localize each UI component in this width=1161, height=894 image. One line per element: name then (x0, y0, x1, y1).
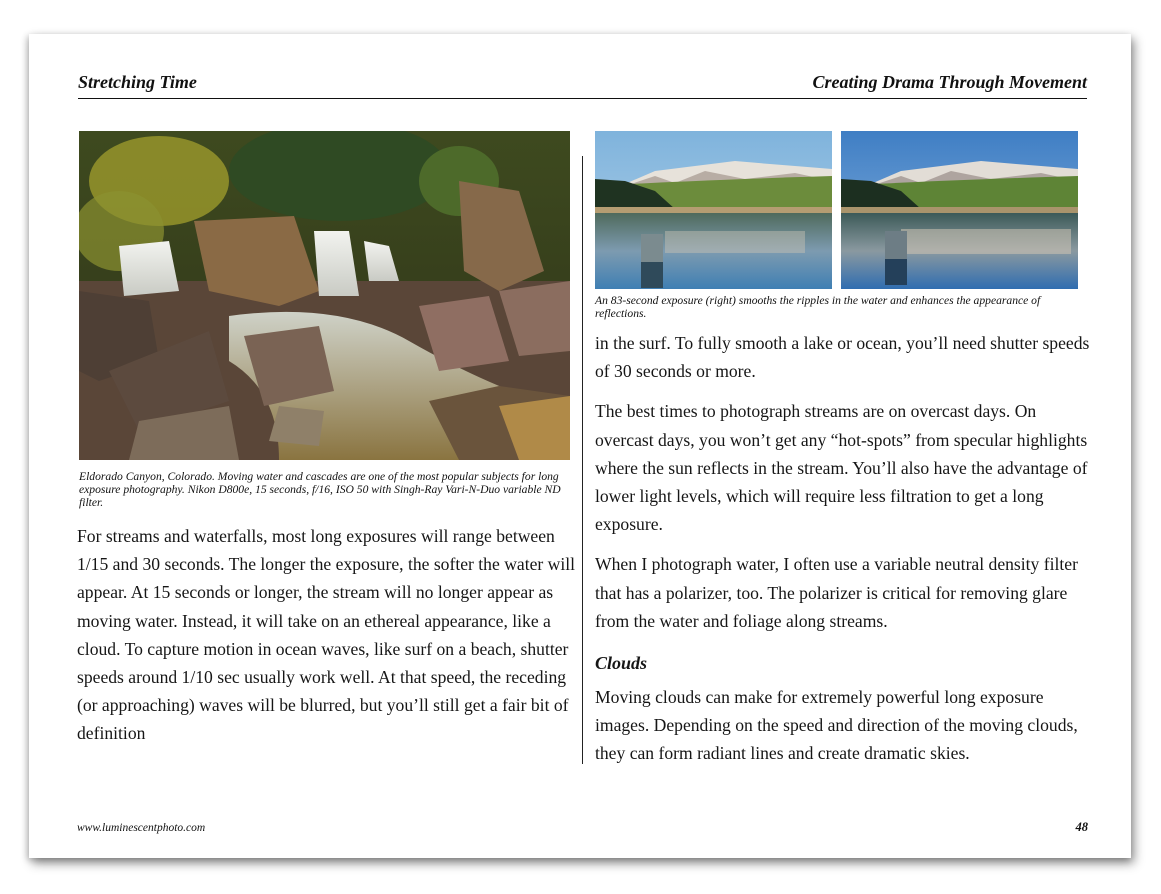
lake-photo-rippled (595, 131, 832, 289)
section-title: Creating Drama Through Movement (812, 72, 1087, 92)
running-header (78, 70, 1087, 99)
left-column-text (77, 522, 577, 748)
chapter-title: Stretching Time (78, 72, 197, 92)
lake-photo-smooth (841, 131, 1078, 289)
waterfall-caption: Eldorado Canyon, Colorado. Moving water and cascades are one of the most popular subjects for long exposure photography. Nikon D800e, 15 seconds, f/16, ISO 50 with Singh-Ray Vari-N-Duo variable ND filter. (79, 470, 561, 509)
page-number: 48 (1075, 820, 1088, 834)
body-paragraph: For streams and waterfalls, most long exposures will range between 1/15 and 30 seconds. The longer the exposure, the softer the water will appear. At 15 seconds or longer, the stream will no longer appear as moving water. Instead, it will take on an ethereal appearance, like a cloud. To capture motion in ocean waves, like surf on a beach, shutter speeds around 1/10 sec usually work well. At that speed, the receding (or approaching) waves will be blurred, but you’ll still get a fair bit of definition (77, 526, 576, 744)
waterfall-photo-graphic (79, 131, 570, 460)
body-paragraph: Moving clouds can make for extremely powerful long exposure images. Depending on the speed and direction of the moving clouds, they can form radiant lines and create dramatic skies. (595, 687, 1078, 764)
body-paragraph: in the surf. To fully smooth a lake or ocean, you’ll need shutter speeds of 30 seconds or more. (595, 333, 1090, 382)
lake-photos-caption: An 83-second exposure (right) smooths the ripples in the water and enhances the appearance of reflections. (595, 294, 1041, 320)
lake-photo-rippled-graphic (595, 131, 832, 289)
body-paragraph: When I photograph water, I often use a variable neutral density filter that has a polarizer, too. The polarizer is critical for removing glare from the water and foliage along streams. (595, 554, 1078, 631)
section-subheading: Clouds (595, 653, 648, 674)
waterfall-photo (79, 131, 570, 460)
column-divider (582, 156, 583, 764)
footer-website-link[interactable]: www.luminescentphoto.com (77, 822, 206, 834)
book-page (29, 34, 1131, 858)
body-paragraph: The best times to photograph streams are on overcast days. On overcast days, you won’t get any “hot-spots” from specular highlights where the sun reflects in the stream. You’ll also have the advantage of lower light levels, which will require less filtration to get a long exposure. (595, 401, 1088, 535)
right-column-text (595, 329, 1095, 768)
lake-photo-smooth-graphic (841, 131, 1078, 289)
